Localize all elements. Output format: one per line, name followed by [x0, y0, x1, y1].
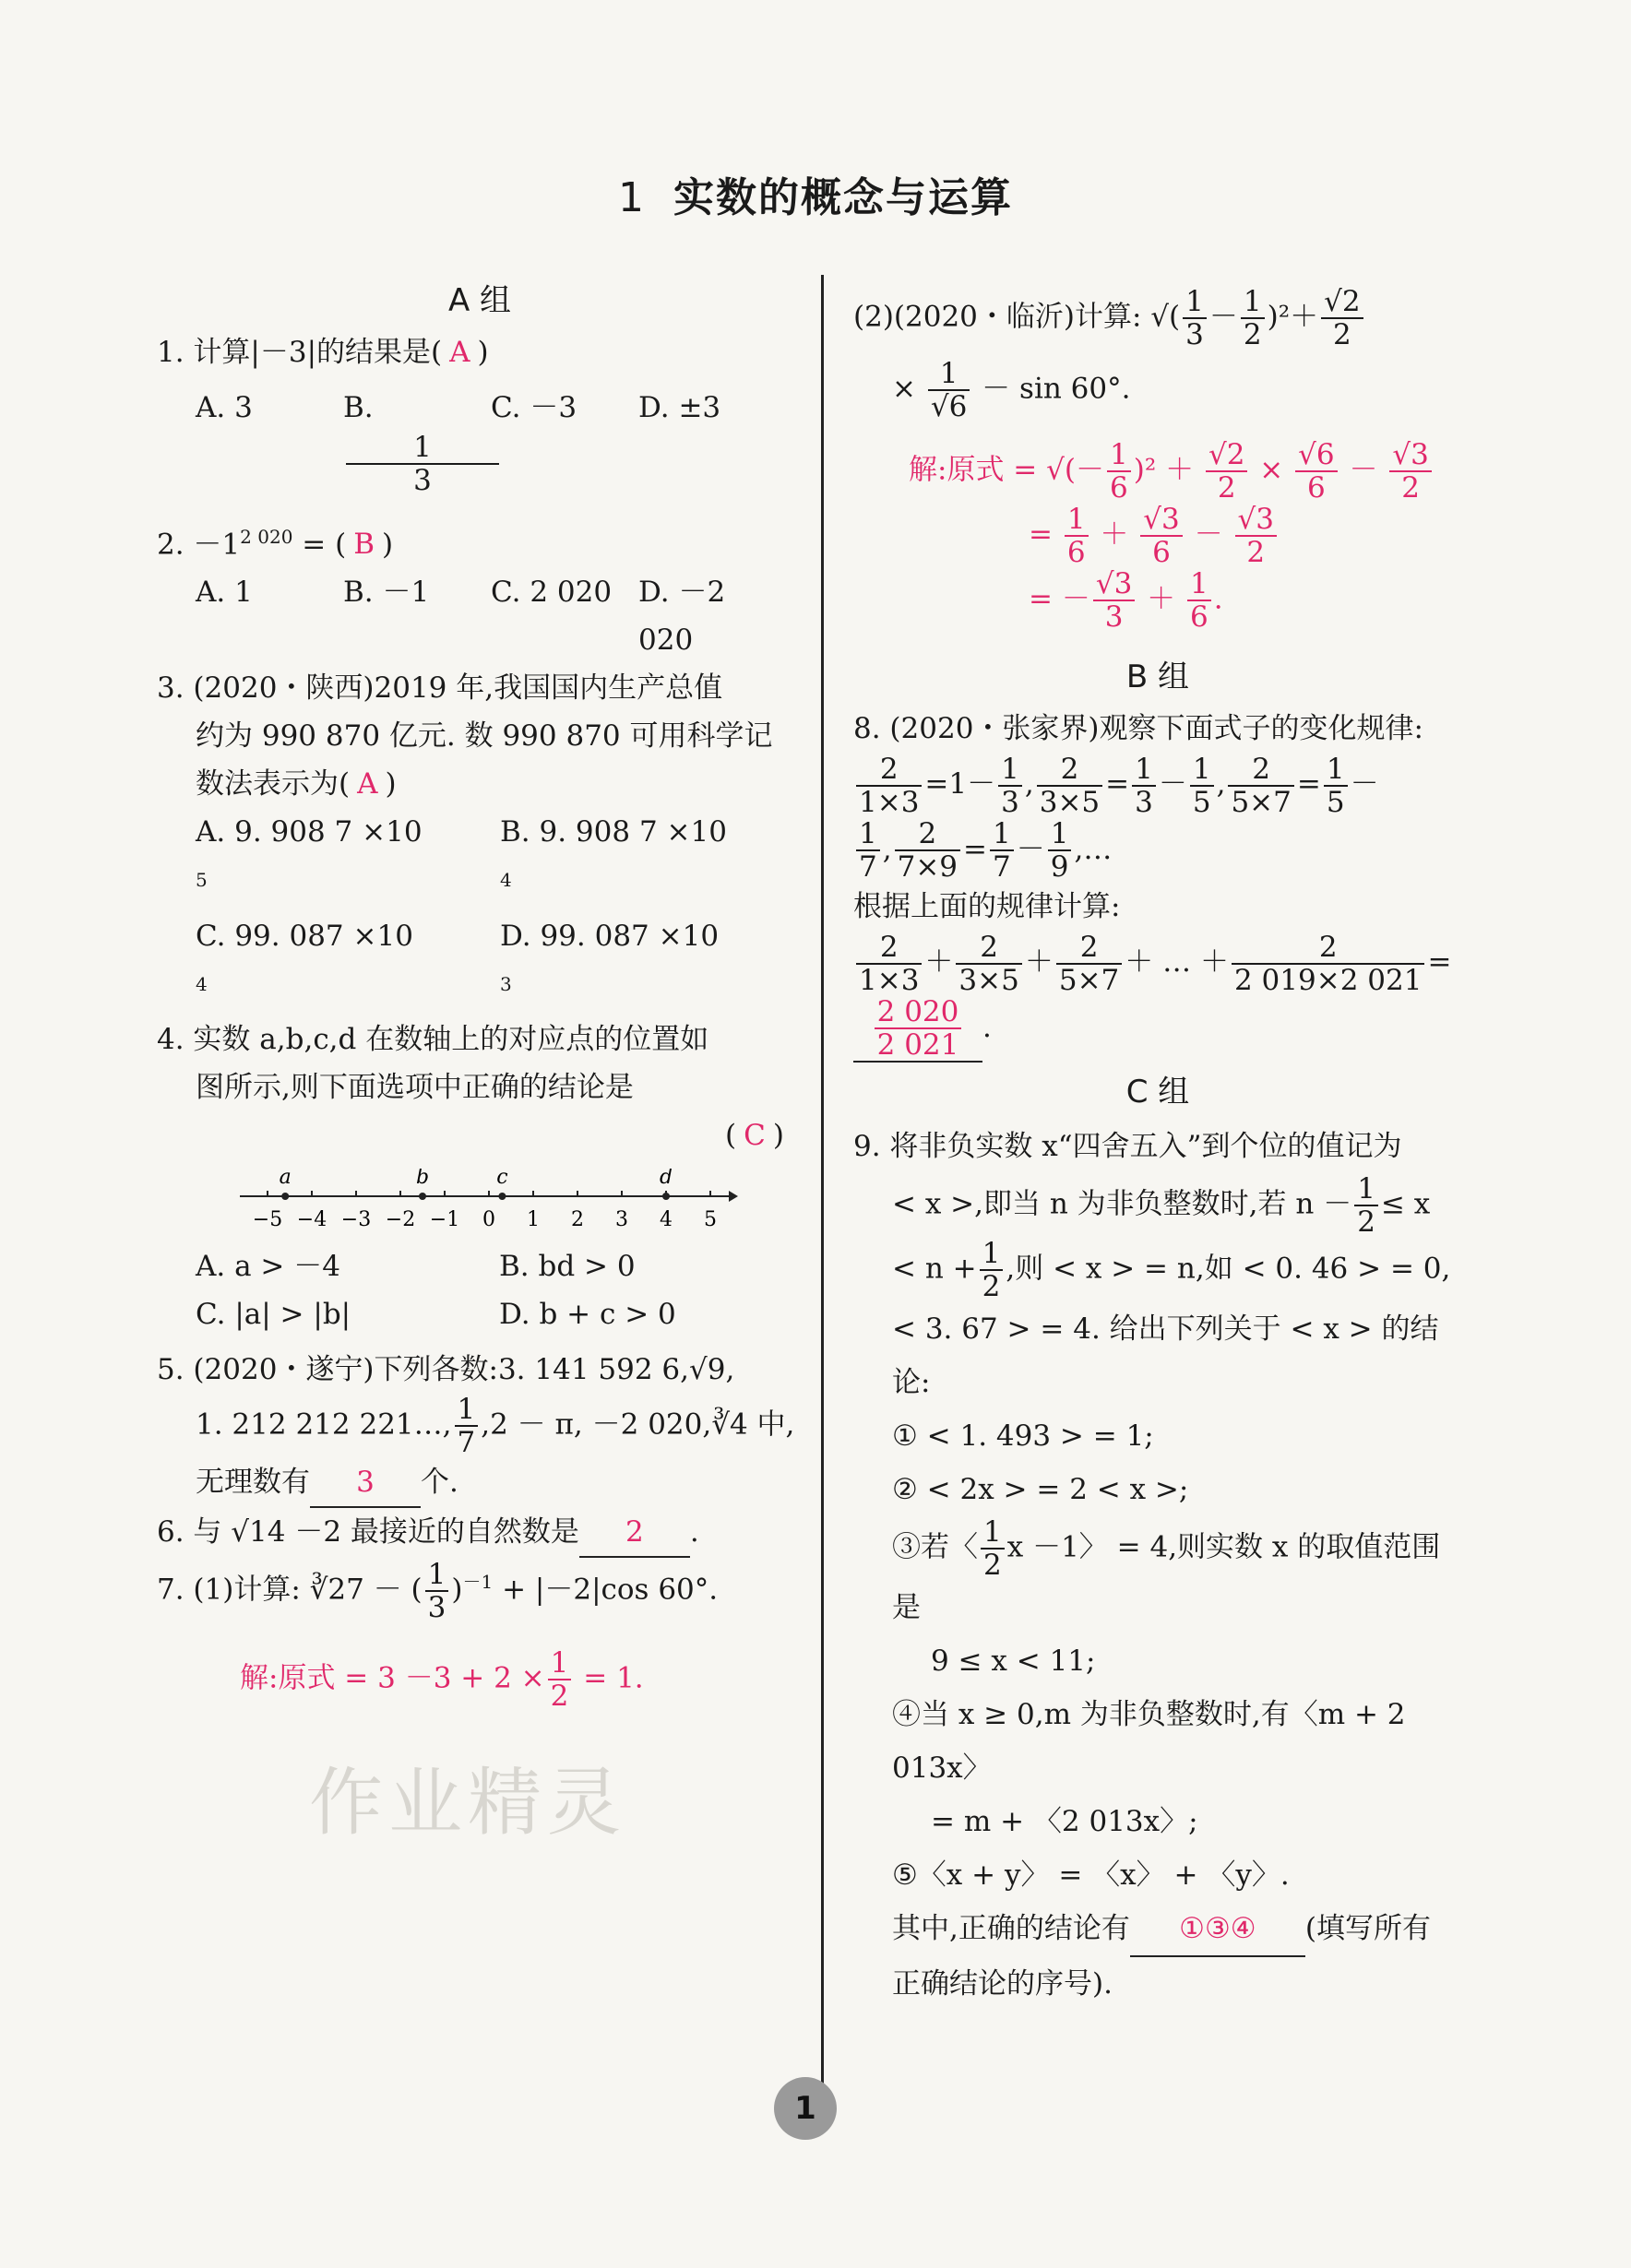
number-line-point-label: a	[279, 1168, 292, 1189]
right-column	[853, 277, 1462, 2011]
number-line-tick-label: −5	[252, 1207, 283, 1231]
question-9: 9. 将非负实数 x“四舍五入”到个位的值记为 < x >,即当 n 为非负整数时,若 n － $\frac{1}{2}$ ≤ x < n + $\frac{1}{2}$ ,则 < x > = n,如 < 0. 46 > = 0, < 3. 67 > = 4. 给出下列关于 < x > 的结论: ① < 1. 493 > = 1; ② < 2x > = 2 < x >; ③若〈 $\frac{1}{2}$ x －1〉 = 4,则实数 x 的取值范围是 9 ≤ x < 11; ④当 x ≥ 0,m 为非负整数时,有〈m + 2 013x〉 = m + 〈2 013x〉; ⑤〈x + y〉 = 〈x〉 + 〈y〉. 其中,正确的结论有 ①③④ (填写所有 正确结论的序号).	[853, 1130, 1451, 2001]
number-line-tick-label: −2	[385, 1207, 416, 1231]
number-line-point-b	[419, 1193, 426, 1200]
number-line	[240, 1169, 738, 1242]
question-8: 8. (2020・张家界)观察下面式子的变化规律: $\frac{2}{1\times 3}$ =1－ $\frac{1}{3}$ , $\frac{2}{3\times 5}$ = $\frac{1}{3}$ － $\frac{1}{5}$ , $\frac{2}{5\times 7}$ = $\frac{1}{5}$ － $\frac{1}{7}$ , $\frac{2}{7\times 9}$ = $\frac{1}{7}$ － $\frac{1}{9}$ ,… 根据上面的规律计算: $\frac{2}{1\times 3}$ ＋ $\frac{2}{3\times 5}$ ＋ $\frac{2}{5\times 7}$ ＋ … ＋ $\frac{2}{2 019\times 2 021}$ = $\frac{2 020}{2 021}$ .	[853, 712, 1452, 1062]
q3-options-row2: C. 99. 087 ×104 D. 99. 087 ×103	[196, 919, 720, 995]
q7-1-solution: 解:原式 = 3 －3 + 2 × $\frac{1}{2}$ = 1.	[240, 1645, 644, 1713]
group-a-title: A 组	[447, 282, 512, 319]
q2-options: A. 1 B. －1 C. 2 020 D. －2 020	[196, 576, 726, 658]
question-3: 3. (2020・陕西)2019 年,我国国内生产总值 约为 990 870 亿元. 数 990 870 可用科学记 数法表示为( A )	[157, 671, 773, 802]
q3-options-row1: A. 9. 908 7 ×105 B. 9. 908 7 ×104	[196, 815, 727, 892]
number-line-point-label: c	[496, 1168, 508, 1189]
number-line-tick-label: −4	[296, 1207, 327, 1231]
page-number: 1	[774, 2077, 837, 2140]
number-line-tick-label: −1	[429, 1207, 460, 1231]
number-line-tick-label: −3	[340, 1207, 372, 1231]
page-title: 1 实数的概念与运算	[618, 174, 1013, 221]
number-line-point-d	[662, 1193, 670, 1200]
question-5: 5. (2020・遂宁)下列各数:3. 141 592 6,√9, 1. 212 212 221…, $\frac{1}{7}$ ,2 － π, －2 020,∛4 中, 无理数有 3 个.	[157, 1346, 803, 1508]
question-6: 6. 与 √14 －2 最接近的自然数是 2 .	[157, 1508, 803, 1558]
number-line-tick-label: 2	[571, 1207, 584, 1231]
question-1: 1. 计算|－3|的结果是( A )	[157, 336, 489, 369]
number-line-point-c	[498, 1193, 506, 1200]
column-divider	[821, 275, 824, 2110]
number-line-tick-label: 3	[615, 1207, 628, 1231]
q4-options-row1: A. a > －4 B. bd > 0	[196, 1249, 636, 1283]
question-2: 2. $-1^{2 020}$ = ( B )	[157, 526, 394, 562]
watermark: 作业精灵	[309, 1760, 626, 1846]
number-line-tick-label: 4	[660, 1207, 673, 1231]
q7-2-solution: 解:原式 = √(－ $\frac{1}{6}$ )² ＋ $\frac{√2}{2}$ × $\frac{√6}{6}$ － $\frac{√3}{2}$ = $\frac{1}{6}$ ＋ $\frac{√3}{6}$ － $\frac{√3}{2}$ = － $\frac{√3}{3}$ ＋ $\frac{1}{6}$ .	[853, 439, 1462, 633]
number-line-tick-label: 1	[527, 1207, 540, 1231]
q4-options-row2: C. |a| > |b| D. b + c > 0	[196, 1297, 676, 1331]
number-line-point-label: d	[659, 1168, 673, 1189]
group-c-title: C 组	[1125, 1074, 1190, 1110]
question-7: 7. (1)计算: ∛27 － ( $\frac{1}{3}$ )$^{-1}$ + |－2|cos 60°.	[157, 1557, 719, 1624]
q7-2-line2: × $\frac{1}{√6}$ － sin 60°.	[892, 357, 1131, 423]
q1-options: A. 3 $B.\frac{1}{3}$ C. －3 D. ±3	[196, 391, 721, 497]
number-line-tick-label: 0	[482, 1207, 495, 1231]
left-column	[157, 277, 803, 1712]
number-line-point-label: b	[415, 1168, 430, 1189]
question-4: 4. 实数 a,b,c,d 在数轴上的对应点的位置如 图所示,则下面选项中正确的结论是 ( C )	[157, 1022, 784, 1152]
question-7-2: (2)(2020・临沂)计算: √( $\frac{1}{3}$ － $\frac{1}{2}$ )²＋ $\frac{√2}{2}$	[853, 286, 1462, 350]
group-b-title: B 组	[1125, 659, 1190, 695]
number-line-tick-label: 5	[704, 1207, 717, 1231]
number-line-point-a	[281, 1193, 289, 1200]
